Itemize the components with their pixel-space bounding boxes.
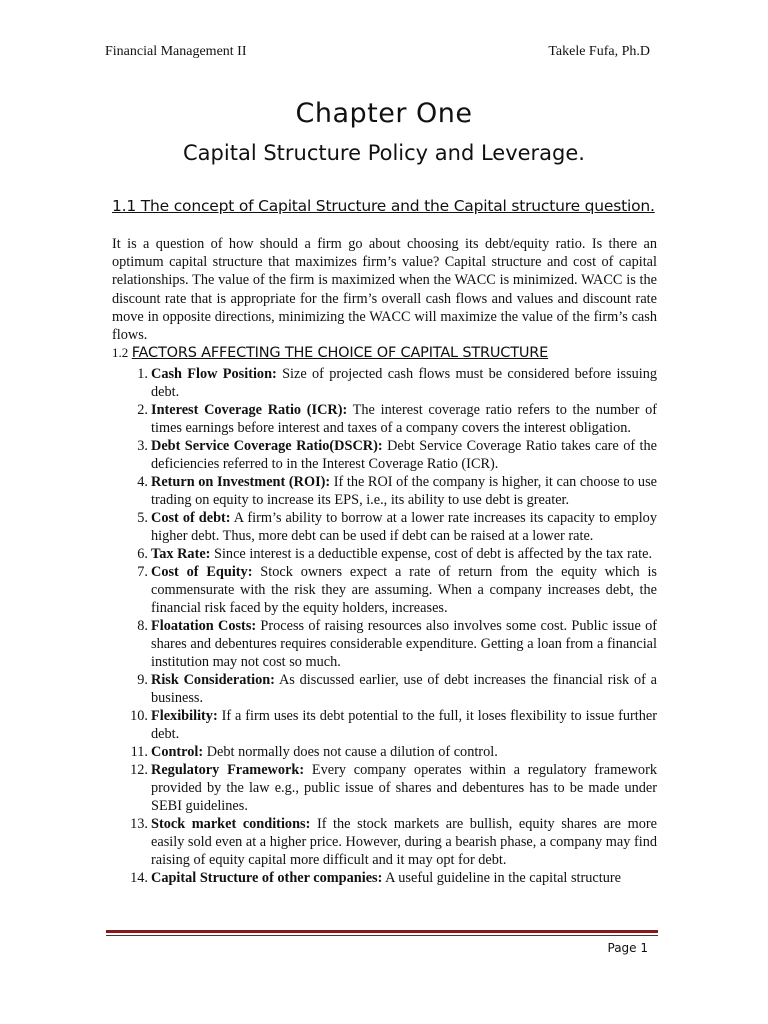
list-item-term: Cost of Equity: [151, 564, 253, 580]
list-item-text: Size of projected cash flows must be considered before issuing debt. [151, 366, 657, 400]
list-item-term: Capital Structure of other companies: [151, 870, 383, 886]
list-item-term: Debt Service Coverage Ratio(DSCR): [151, 438, 383, 454]
list-item [112, 761, 657, 815]
list-item-number: 5. [137, 510, 148, 526]
list-item-text: Since interest is a deductible expense, cost of debt is affected by the tax rate. [210, 546, 653, 562]
list-item-term: Control: [151, 744, 204, 760]
section-1-body: It is a question of how should a firm go about choosing its debt/equity ratio. Is there an optimum capital structure that maximizes firm’s value? Capital structure and cost of capital relationships. The value of the firm is maximized when the WACC is minimized. WACC is the discount rate that is appropriate for the firm’s overall cash flows and values and discount rate move in opposite directions, minimizing the WACC will maximize the value of the firm’s cash flows. [112, 236, 657, 344]
list-item-term: Stock market conditions: [151, 816, 311, 832]
list-item-number: 9. [137, 672, 148, 688]
list-item-term: Tax Rate: [151, 546, 211, 562]
chapter-title: Chapter One [295, 98, 473, 129]
list-item-number: 6. [137, 546, 148, 562]
section-2-number: 1.2 [112, 345, 129, 360]
list-item-number: 1. [137, 366, 148, 382]
list-item-text: The interest coverage ratio refers to the number of times earnings before interest and taxes of a company covers the interest obligation. [151, 402, 657, 436]
list-item-text: A useful guideline in the capital structure [382, 870, 621, 886]
list-item-term: Flexibility: [151, 708, 218, 724]
list-item-term: Return on Investment (ROI): [151, 474, 331, 490]
list-item-term: Cash Flow Position: [151, 366, 277, 382]
list-item [112, 545, 657, 563]
section-1-heading: 1.1 The concept of Capital Structure and the Capital structure question. [112, 197, 655, 215]
list-item-number: 3. [137, 438, 148, 454]
list-item-number: 10. [130, 708, 148, 724]
list-item [112, 401, 657, 437]
list-item-number: 8. [137, 618, 148, 634]
list-item [112, 671, 657, 707]
list-item [112, 365, 657, 401]
list-item-number: 14. [130, 870, 148, 886]
section-2-heading [112, 345, 548, 362]
list-item [112, 437, 657, 473]
list-item [112, 617, 657, 671]
list-item [112, 707, 657, 743]
list-item-text: A firm’s ability to borrow at a lower rate increases its capacity to employ higher debt. Thus, more debt can be used if debt can be raised at a lower rate. [151, 510, 657, 544]
list-item-text: Every company operates within a regulatory framework provided by the law e.g., public issue of shares and debentures has to be made under SEBI guidelines. [151, 762, 657, 814]
page-number: Page 1 [607, 941, 648, 955]
list-item-term: Risk Consideration: [151, 672, 275, 688]
chapter-subtitle: Capital Structure Policy and Leverage. [183, 141, 585, 165]
list-item-number: 2. [137, 402, 148, 418]
list-item-term: Regulatory Framework: [151, 762, 305, 778]
list-item-text: Debt Service Coverage Ratio takes care of the deficiencies referred to in the Interest Coverage Ratio (ICR). [151, 438, 657, 472]
list-item-term: Floatation Costs: [151, 618, 257, 634]
list-item-text: Process of raising resources also involves some cost. Public issue of shares and debentures requires considerable expenditure. Getting a loan from a financial institution may not cost so much. [151, 618, 657, 670]
list-item [112, 473, 657, 509]
list-item [112, 869, 657, 887]
list-item-text: If the stock markets are bullish, equity shares are more easily sold even at a higher price. However, during a bearish phase, a company may find raising of equity capital more difficult and it may opt for debt. [151, 816, 657, 868]
list-item [112, 815, 657, 869]
list-item-text: If a firm uses its debt potential to the full, it loses flexibility to issue further debt. [151, 708, 657, 742]
header-course-title: Financial Management II [105, 44, 247, 59]
list-item [112, 743, 657, 761]
section-2-title: FACTORS AFFECTING THE CHOICE OF CAPITAL STRUCTURE [131, 345, 549, 361]
footer-rule-thin [106, 935, 658, 936]
factor-list [112, 365, 657, 887]
footer-rule-thick [106, 930, 658, 933]
list-item-number: 4. [137, 474, 148, 490]
list-item-text: Stock owners expect a rate of return from the equity which is commensurate with the risk they are assuming. When a company increases debt, the financial risk faced by the equity holders, increases. [151, 564, 657, 616]
list-item-number: 11. [130, 744, 148, 760]
list-item-number: 13. [130, 816, 148, 832]
list-item-text: Debt normally does not cause a dilution of control. [203, 744, 498, 760]
list-item [112, 509, 657, 545]
list-item-number: 12. [130, 762, 148, 778]
list-item [112, 563, 657, 617]
list-item-number: 7. [137, 564, 148, 580]
list-item-term: Cost of debt: [151, 510, 231, 526]
list-item-text: As discussed earlier, use of debt increases the financial risk of a business. [151, 672, 657, 706]
list-item-term: Interest Coverage Ratio (ICR): [151, 402, 348, 418]
list-item-text: If the ROI of the company is higher, it can choose to use trading on equity to increase its EPS, i.e., its ability to use debt is greater. [151, 474, 657, 508]
header-author: Takele Fufa, Ph.D [548, 44, 650, 59]
